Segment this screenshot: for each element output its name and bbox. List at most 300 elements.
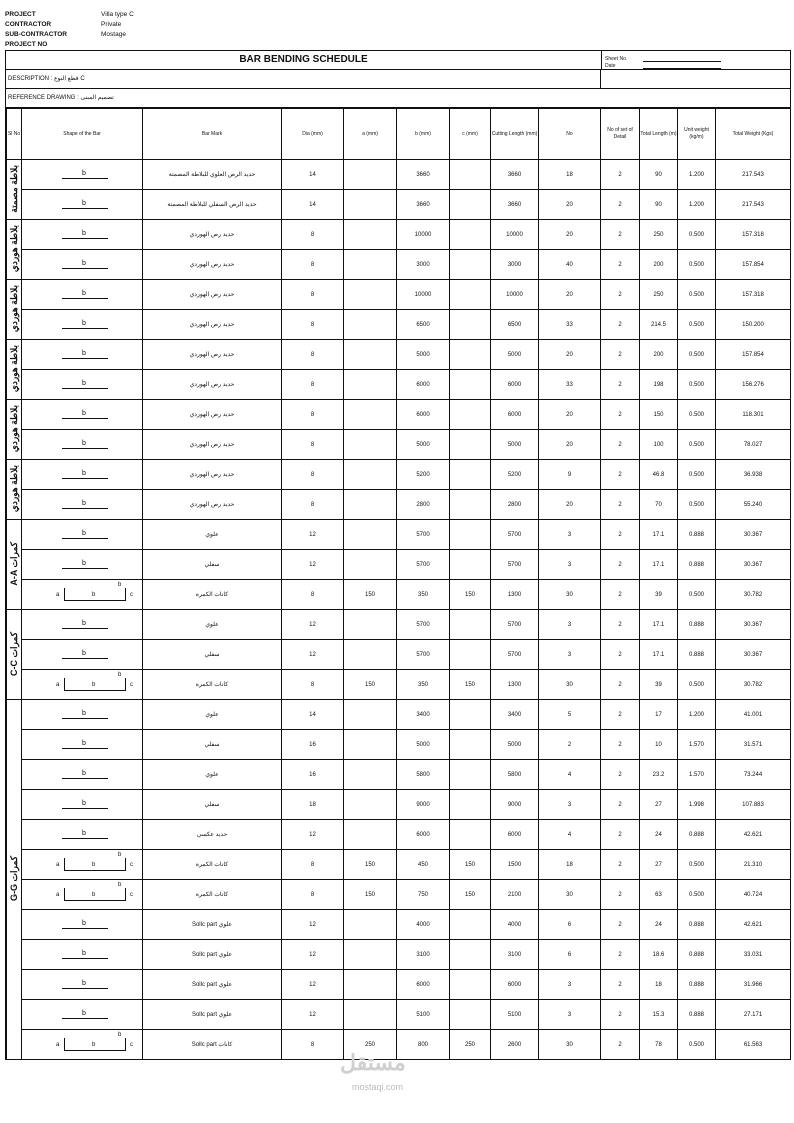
cell-b: 6500	[397, 310, 450, 340]
cell-dia: 8	[282, 430, 344, 460]
cell-cl: 3660	[491, 160, 539, 190]
cell-uw: 0.888	[678, 520, 716, 550]
shape-label-b: b	[82, 980, 86, 987]
table-row	[7, 280, 791, 310]
cell-dia: 16	[282, 760, 344, 790]
cell-uw: 1.200	[678, 700, 716, 730]
shape-label-a: a	[56, 892, 60, 898]
bar-mark-cell	[143, 220, 282, 250]
cell-tl: 17	[640, 700, 678, 730]
table-row	[7, 970, 791, 1000]
shape-label-b: b	[82, 290, 86, 297]
cell-tl: 17.1	[640, 640, 678, 670]
column-header: Bar Mark	[143, 109, 282, 160]
group-label: C-C كمرات	[9, 631, 19, 676]
cell-tl: 24	[640, 910, 678, 940]
bar-mark-cell	[143, 700, 282, 730]
cell-c: 150	[450, 880, 491, 910]
cell-uw: 0.888	[678, 970, 716, 1000]
bar-mark: علوي	[205, 711, 219, 718]
table-row	[7, 370, 791, 400]
cell-c	[450, 190, 491, 220]
bar-shape-cell	[22, 520, 143, 550]
cell-tw: 36.938	[716, 460, 791, 490]
sheet-no-line	[643, 56, 721, 62]
cell-b: 3100	[397, 940, 450, 970]
cell-cl: 4000	[491, 910, 539, 940]
straight-bar-shape	[62, 988, 108, 989]
cell-cl: 6000	[491, 970, 539, 1000]
cell-b: 350	[397, 580, 450, 610]
group-label: A-A كمرات	[9, 541, 19, 586]
bar-mark-cell	[143, 670, 282, 700]
cell-no: 20	[539, 220, 601, 250]
cell-uw: 0.500	[678, 670, 716, 700]
cell-uw: 0.888	[678, 1000, 716, 1030]
straight-bar-shape	[62, 568, 108, 569]
cell-no: 3	[539, 970, 601, 1000]
bar-shape-cell	[22, 220, 143, 250]
cell-a: 250	[344, 1030, 397, 1060]
cell-no: 20	[539, 430, 601, 460]
cell-tl: 17.1	[640, 520, 678, 550]
cell-cl: 6000	[491, 820, 539, 850]
cell-sets: 2	[601, 820, 640, 850]
bar-mark: حديد رص الهوردي	[189, 321, 235, 328]
cell-uw: 0.888	[678, 550, 716, 580]
straight-bar-shape	[62, 628, 108, 629]
bar-mark-cell	[143, 370, 282, 400]
bar-shape-cell	[22, 970, 143, 1000]
shape-label-b: b	[82, 350, 86, 357]
schedule-frame	[5, 50, 791, 1060]
cell-a	[344, 370, 397, 400]
bar-mark: كانات الكمرة	[195, 861, 229, 868]
bar-mark: حديد رص الهوردي	[189, 261, 235, 268]
subcontractor-label: SUB-CONTRACTOR	[5, 31, 67, 38]
cell-a	[344, 970, 397, 1000]
cell-tl: 200	[640, 340, 678, 370]
straight-bar-shape	[62, 268, 108, 269]
bar-mark-cell	[143, 880, 282, 910]
table-row	[7, 610, 791, 640]
cell-no: 6	[539, 940, 601, 970]
bar-shape-cell	[22, 250, 143, 280]
cell-uw: 0.500	[678, 490, 716, 520]
shape-label-b: b	[82, 800, 86, 807]
cell-sets: 2	[601, 250, 640, 280]
cell-tw: 150.200	[716, 310, 791, 340]
bar-mark: حديد رص الهوردي	[189, 381, 235, 388]
cell-a	[344, 250, 397, 280]
cell-c	[450, 940, 491, 970]
bar-shape-cell	[22, 1030, 143, 1060]
cell-b: 5000	[397, 730, 450, 760]
cell-b: 3660	[397, 190, 450, 220]
bar-mark: حديد رص الهوردي	[189, 501, 235, 508]
bar-mark: حديد رص الهوردي	[189, 471, 235, 478]
bar-shape-cell	[22, 850, 143, 880]
cell-no: 3	[539, 790, 601, 820]
cell-tl: 63	[640, 880, 678, 910]
bar-shape-cell	[22, 370, 143, 400]
cell-no: 3	[539, 1000, 601, 1030]
group-label-cell	[7, 400, 22, 460]
cell-dia: 14	[282, 160, 344, 190]
cell-tw: 30.367	[716, 640, 791, 670]
shape-label-b: b	[82, 1010, 86, 1017]
cell-no: 20	[539, 490, 601, 520]
bar-mark-cell	[143, 790, 282, 820]
cell-c	[450, 550, 491, 580]
bar-mark: كانات الكمرة	[195, 891, 229, 898]
shape-label-b: b	[82, 920, 86, 927]
shape-label-b-top: b	[118, 882, 122, 888]
shape-label-b: b	[82, 380, 86, 387]
cell-c	[450, 250, 491, 280]
cell-b: 5700	[397, 550, 450, 580]
shape-label-b: b	[82, 410, 86, 417]
shape-label-b: b	[82, 560, 86, 567]
project-header	[5, 10, 134, 50]
cell-b: 5800	[397, 760, 450, 790]
shape-label-c: c	[130, 682, 133, 688]
cell-uw: 0.500	[678, 220, 716, 250]
group-label: G-G كمرات	[9, 856, 19, 901]
cell-b: 5100	[397, 1000, 450, 1030]
cell-c: 150	[450, 670, 491, 700]
cell-sets: 2	[601, 700, 640, 730]
cell-b: 5700	[397, 610, 450, 640]
cell-uw: 0.500	[678, 430, 716, 460]
cell-c	[450, 460, 491, 490]
cell-dia: 8	[282, 1030, 344, 1060]
cell-b: 5200	[397, 460, 450, 490]
cell-tl: 250	[640, 280, 678, 310]
bar-mark: سفلي	[204, 651, 220, 658]
cell-c	[450, 430, 491, 460]
cell-tw: 42.621	[716, 820, 791, 850]
bar-shape-cell	[22, 340, 143, 370]
cell-tw: 78.027	[716, 430, 791, 460]
cell-tl: 78	[640, 1030, 678, 1060]
straight-bar-shape	[62, 958, 108, 959]
cell-a	[344, 340, 397, 370]
column-header: Sl No	[7, 109, 22, 160]
cell-no: 9	[539, 460, 601, 490]
bar-mark-cell	[143, 610, 282, 640]
cell-c: 150	[450, 580, 491, 610]
cell-cl: 3100	[491, 940, 539, 970]
cell-b: 800	[397, 1030, 450, 1060]
cell-c	[450, 370, 491, 400]
cell-tw: 157.854	[716, 340, 791, 370]
straight-bar-shape	[62, 478, 108, 479]
shape-label-b-top: b	[118, 582, 122, 588]
shape-label-b: b	[82, 470, 86, 477]
cell-uw: 0.888	[678, 820, 716, 850]
bar-shape-cell	[22, 700, 143, 730]
cell-cl: 2100	[491, 880, 539, 910]
straight-bar-shape	[62, 748, 108, 749]
cell-sets: 2	[601, 970, 640, 1000]
cell-no: 3	[539, 520, 601, 550]
shape-label-b: b	[92, 682, 96, 688]
cell-tw: 31.571	[716, 730, 791, 760]
shape-label-a: a	[56, 1042, 60, 1048]
straight-bar-shape	[62, 238, 108, 239]
bar-mark-cell	[143, 400, 282, 430]
cell-b: 4000	[397, 910, 450, 940]
cell-b: 5000	[397, 430, 450, 460]
cell-sets: 2	[601, 490, 640, 520]
cell-cl: 1500	[491, 850, 539, 880]
table-row	[7, 940, 791, 970]
cell-sets: 2	[601, 280, 640, 310]
bar-shape-cell	[22, 940, 143, 970]
cell-c: 250	[450, 1030, 491, 1060]
cell-cl: 6000	[491, 400, 539, 430]
cell-cl: 5700	[491, 640, 539, 670]
cell-no: 33	[539, 310, 601, 340]
cell-b: 5000	[397, 340, 450, 370]
cell-uw: 0.500	[678, 370, 716, 400]
cell-c	[450, 970, 491, 1000]
cell-uw: 0.500	[678, 340, 716, 370]
cell-a	[344, 760, 397, 790]
shape-label-b: b	[82, 950, 86, 957]
group-label-cell	[7, 160, 22, 220]
cell-no: 6	[539, 910, 601, 940]
bar-shape-cell	[22, 760, 143, 790]
shape-label-b-top: b	[118, 1032, 122, 1038]
cell-no: 20	[539, 190, 601, 220]
bar-shape-cell	[22, 820, 143, 850]
column-header: Dia (mm)	[282, 109, 344, 160]
bar-shape-cell	[22, 790, 143, 820]
table-row	[7, 160, 791, 190]
watermark-site: mostaqi.com	[352, 1082, 404, 1092]
shape-label-b: b	[82, 230, 86, 237]
bar-mark-cell	[143, 850, 282, 880]
bar-shape-cell	[22, 280, 143, 310]
cell-dia: 8	[282, 250, 344, 280]
cell-c	[450, 400, 491, 430]
cell-uw: 0.888	[678, 610, 716, 640]
straight-bar-shape	[62, 448, 108, 449]
shape-label-b: b	[92, 592, 96, 598]
straight-bar-shape	[62, 778, 108, 779]
cell-no: 4	[539, 760, 601, 790]
shape-label-b: b	[92, 862, 96, 868]
cell-sets: 2	[601, 310, 640, 340]
cell-uw: 0.500	[678, 310, 716, 340]
cell-tl: 46.8	[640, 460, 678, 490]
cell-sets: 2	[601, 910, 640, 940]
bar-mark: سفلي	[204, 561, 220, 568]
group-label: بلاطة هوردي	[9, 224, 19, 273]
bar-shape-cell	[22, 190, 143, 220]
contractor-label: CONTRACTOR	[5, 21, 52, 28]
cell-cl: 3400	[491, 700, 539, 730]
cell-sets: 2	[601, 850, 640, 880]
cell-sets: 2	[601, 190, 640, 220]
cell-b: 2800	[397, 490, 450, 520]
bar-mark: حديد رص الهوردي	[189, 351, 235, 358]
sheet-no-label: Sheet No.	[605, 56, 628, 62]
cell-a	[344, 730, 397, 760]
column-header: Total Weight (Kgs)	[716, 109, 791, 160]
cell-no: 18	[539, 850, 601, 880]
date-line	[643, 63, 721, 69]
cell-dia: 8	[282, 370, 344, 400]
table-row	[7, 310, 791, 340]
cell-a	[344, 700, 397, 730]
group-label: بلاطة هوردي	[9, 464, 19, 513]
table-row	[7, 190, 791, 220]
cell-dia: 8	[282, 850, 344, 880]
cell-cl: 2600	[491, 1030, 539, 1060]
cell-dia: 12	[282, 550, 344, 580]
cell-sets: 2	[601, 340, 640, 370]
cell-tw: 73.244	[716, 760, 791, 790]
cell-no: 20	[539, 280, 601, 310]
cell-b: 5700	[397, 640, 450, 670]
group-label: بلاطة هوردي	[9, 344, 19, 393]
cell-dia: 8	[282, 220, 344, 250]
cell-b: 450	[397, 850, 450, 880]
bar-shape-cell	[22, 670, 143, 700]
column-header: Shape of the Bar	[22, 109, 143, 160]
cell-uw: 0.500	[678, 400, 716, 430]
desc-side	[601, 70, 790, 88]
cell-tw: 55.240	[716, 490, 791, 520]
cell-c	[450, 340, 491, 370]
group-label-cell	[7, 460, 22, 520]
column-header: Unit weight (kg/m)	[678, 109, 716, 160]
cell-dia: 8	[282, 310, 344, 340]
bar-mark-cell	[143, 250, 282, 280]
bar-mark-cell	[143, 190, 282, 220]
cell-tw: 21.310	[716, 850, 791, 880]
cell-a	[344, 1000, 397, 1030]
cell-cl: 5000	[491, 730, 539, 760]
bar-mark: حديد رص الهوردي	[189, 411, 235, 418]
cell-tl: 10	[640, 730, 678, 760]
column-header: No of set of Detail	[601, 109, 640, 160]
bar-mark-cell	[143, 550, 282, 580]
bar-mark: حديد الرص العلوي للبلاطة المصمتة	[168, 171, 256, 178]
cell-cl: 1300	[491, 580, 539, 610]
cell-cl: 5000	[491, 430, 539, 460]
bar-mark-cell	[143, 940, 282, 970]
group-label: بلاطة مصمتة	[9, 164, 19, 213]
cell-tl: 150	[640, 400, 678, 430]
cell-tw: 41.001	[716, 700, 791, 730]
bar-mark: حديد رص الهوردي	[189, 441, 235, 448]
straight-bar-shape	[62, 298, 108, 299]
cell-uw: 0.888	[678, 640, 716, 670]
cell-tl: 100	[640, 430, 678, 460]
cell-tw: 157.318	[716, 220, 791, 250]
schedule-title: BAR BENDING SCHEDULE	[6, 51, 602, 69]
cell-dia: 12	[282, 820, 344, 850]
cell-c	[450, 490, 491, 520]
table-row	[7, 670, 791, 700]
cell-cl: 5700	[491, 550, 539, 580]
bar-mark-cell	[143, 640, 282, 670]
cell-c	[450, 730, 491, 760]
cell-tw: 30.782	[716, 670, 791, 700]
bar-shape-cell	[22, 580, 143, 610]
cell-no: 2	[539, 730, 601, 760]
shape-label-c: c	[130, 862, 133, 868]
group-label-cell	[7, 700, 22, 1060]
table-row	[7, 460, 791, 490]
column-header: Total Length (m)	[640, 109, 678, 160]
cell-cl: 10000	[491, 220, 539, 250]
cell-a: 150	[344, 670, 397, 700]
cell-a	[344, 520, 397, 550]
cell-b: 6000	[397, 820, 450, 850]
cell-b: 3660	[397, 160, 450, 190]
cell-cl: 5800	[491, 760, 539, 790]
cell-sets: 2	[601, 760, 640, 790]
straight-bar-shape	[62, 208, 108, 209]
cell-tw: 40.724	[716, 880, 791, 910]
cell-dia: 8	[282, 340, 344, 370]
bar-mark-cell	[143, 520, 282, 550]
cell-uw: 1.200	[678, 160, 716, 190]
cell-b: 10000	[397, 280, 450, 310]
cell-uw: 0.888	[678, 910, 716, 940]
straight-bar-shape	[62, 358, 108, 359]
table-row	[7, 220, 791, 250]
cell-uw: 1.570	[678, 760, 716, 790]
description: DESCRIPTION : قطع النوع C	[6, 70, 601, 88]
group-label-cell	[7, 340, 22, 400]
cell-b: 3000	[397, 250, 450, 280]
bar-shape-cell	[22, 400, 143, 430]
cell-b: 6000	[397, 400, 450, 430]
cell-sets: 2	[601, 580, 640, 610]
group-label: بلاطة هوردي	[9, 284, 19, 333]
cell-sets: 2	[601, 610, 640, 640]
cell-sets: 2	[601, 400, 640, 430]
cell-dia: 12	[282, 970, 344, 1000]
cell-dia: 8	[282, 490, 344, 520]
bar-shape-cell	[22, 880, 143, 910]
cell-a	[344, 430, 397, 460]
cell-sets: 2	[601, 1000, 640, 1030]
bar-shape-cell	[22, 910, 143, 940]
cell-tl: 90	[640, 190, 678, 220]
cell-cl: 10000	[491, 280, 539, 310]
cell-a	[344, 220, 397, 250]
project-value: Villa type C	[101, 11, 134, 18]
cell-no: 30	[539, 670, 601, 700]
cell-b: 3400	[397, 700, 450, 730]
cell-no: 20	[539, 340, 601, 370]
cell-b: 750	[397, 880, 450, 910]
cell-no: 4	[539, 820, 601, 850]
cell-tl: 18	[640, 970, 678, 1000]
shape-label-b-top: b	[118, 672, 122, 678]
cell-c	[450, 1000, 491, 1030]
cell-sets: 2	[601, 160, 640, 190]
table-row	[7, 910, 791, 940]
bar-mark-cell	[143, 430, 282, 460]
